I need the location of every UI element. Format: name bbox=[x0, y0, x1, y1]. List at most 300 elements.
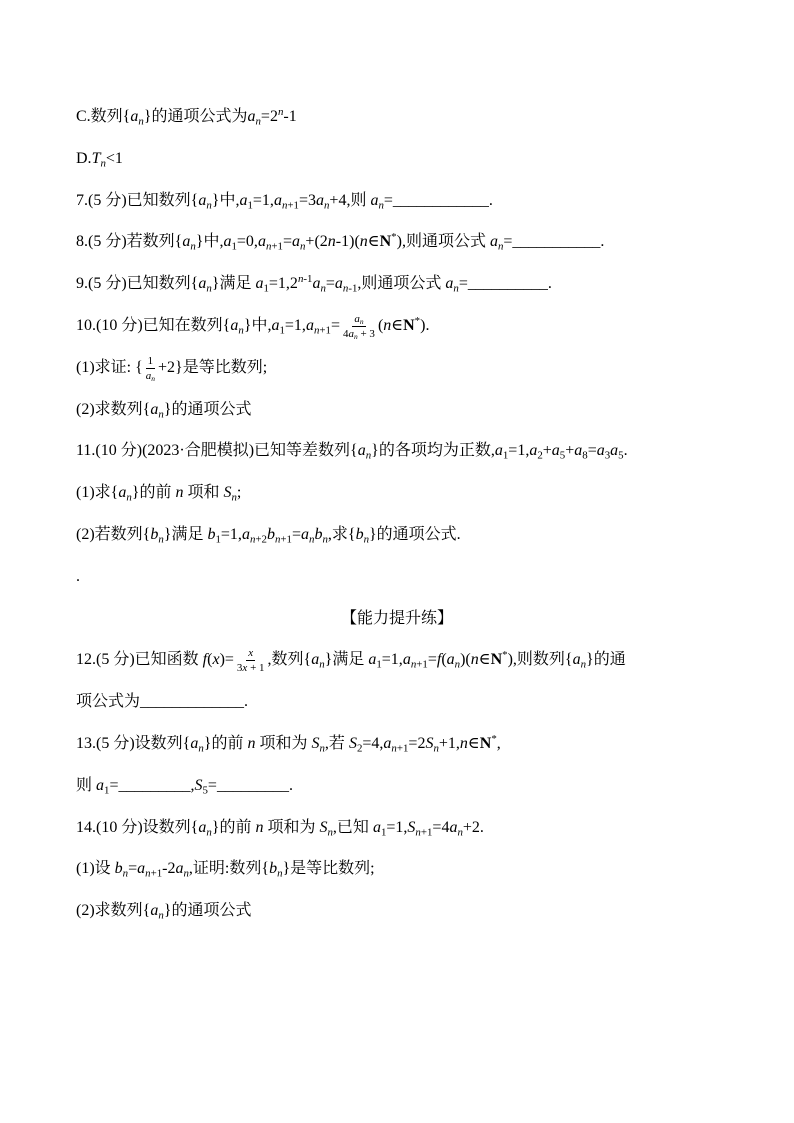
math-variable: b bbox=[269, 860, 278, 878]
text-run: = bbox=[427, 651, 437, 669]
subscript: n bbox=[122, 867, 129, 880]
math-variable: a bbox=[494, 442, 503, 460]
question-9 bbox=[0, 263, 794, 305]
text-run: ,已知 bbox=[332, 818, 373, 836]
text-run: , bbox=[190, 776, 195, 794]
math-variable: a bbox=[198, 275, 207, 293]
text-run: (1)设 bbox=[76, 860, 115, 878]
subscript: n bbox=[138, 115, 144, 128]
subscript: n bbox=[313, 324, 320, 337]
subscript: n bbox=[206, 825, 212, 838]
text-run: D. bbox=[76, 149, 92, 167]
math-variable: S bbox=[223, 484, 232, 502]
math-variable: S bbox=[319, 818, 328, 836]
question-10-part-2 bbox=[0, 389, 794, 431]
text-run: . bbox=[76, 567, 80, 585]
math-variable: n bbox=[175, 484, 184, 502]
math-variable: T bbox=[91, 149, 101, 167]
text-run: }的前 bbox=[131, 484, 176, 502]
subscript: n bbox=[327, 825, 333, 838]
text-run: ,数列{ bbox=[267, 651, 312, 669]
math-variable: a bbox=[610, 442, 619, 460]
math-variable: n bbox=[470, 651, 479, 669]
text-run: =1, bbox=[386, 818, 408, 836]
text-run: ,若 bbox=[324, 734, 349, 752]
fraction bbox=[144, 355, 157, 382]
option-c bbox=[0, 96, 794, 138]
math-variable: a bbox=[96, 776, 105, 794]
math-variable: a bbox=[315, 191, 324, 209]
math-variable: b bbox=[207, 525, 216, 543]
text-run: ( bbox=[207, 651, 213, 669]
math-variable: b bbox=[266, 525, 275, 543]
math-variable: x bbox=[248, 647, 254, 660]
fraction-numerator bbox=[146, 355, 156, 369]
math-variable: n bbox=[247, 734, 256, 752]
math-variable: a bbox=[198, 191, 207, 209]
text-run: =2 bbox=[408, 734, 426, 752]
subscript: -1 bbox=[348, 282, 358, 295]
subscript: n bbox=[320, 282, 326, 295]
text-run: =1, bbox=[252, 191, 274, 209]
math-variable: n bbox=[327, 233, 336, 251]
subscript: n bbox=[580, 658, 587, 671]
subscript: n bbox=[206, 282, 212, 295]
math-variable: S bbox=[194, 776, 203, 794]
superscript: * bbox=[414, 315, 421, 328]
math-variable: f bbox=[436, 651, 442, 669]
section-heading bbox=[0, 598, 794, 640]
math-variable: n bbox=[383, 316, 392, 334]
answer-blank: ____________ bbox=[392, 191, 489, 209]
exercise-document bbox=[0, 96, 794, 932]
text-run: = bbox=[330, 316, 340, 334]
text-run: ). bbox=[420, 316, 430, 334]
subscript: n bbox=[151, 373, 156, 383]
math-variable: a bbox=[572, 651, 581, 669]
subscript: 1 bbox=[380, 825, 387, 838]
text-run: = bbox=[128, 860, 138, 878]
subscript: 1 bbox=[376, 658, 382, 671]
subscript: n bbox=[158, 909, 164, 922]
text-run: }满足 bbox=[163, 525, 208, 543]
subscript: n bbox=[322, 533, 328, 546]
subscript: 1 bbox=[263, 282, 269, 295]
text-run: = bbox=[458, 275, 468, 293]
text-run: 10.(10 分)已知在数列{ bbox=[76, 316, 231, 334]
math-variable: a bbox=[118, 484, 127, 502]
fraction bbox=[341, 313, 377, 340]
subscript: n bbox=[158, 533, 164, 546]
text-run: (2)求数列{ bbox=[76, 400, 151, 418]
subscript: n bbox=[265, 240, 272, 253]
text-run: (1)求{ bbox=[76, 484, 119, 502]
text-run: ,求{ bbox=[327, 525, 356, 543]
subscript: 2 bbox=[356, 742, 363, 755]
answer-blank: _________ bbox=[216, 776, 289, 794]
text-run: }的通项公式 bbox=[163, 400, 252, 418]
text-run: + 3 bbox=[357, 327, 375, 340]
math-variable: a bbox=[305, 316, 314, 334]
subscript: +1 bbox=[396, 742, 409, 755]
math-variable: b bbox=[114, 860, 123, 878]
subscript: n bbox=[433, 742, 439, 755]
option-d bbox=[0, 138, 794, 180]
text-run: =0, bbox=[236, 233, 258, 251]
subscript: n bbox=[231, 491, 237, 504]
text-run: + bbox=[542, 442, 552, 460]
text-run: ∈ bbox=[367, 233, 380, 251]
text-run: 13.(5 分)设数列{ bbox=[76, 734, 191, 752]
subscript: n bbox=[365, 449, 372, 462]
superscript: n bbox=[277, 106, 284, 119]
text-run: 8.(5 分)若数列{ bbox=[76, 233, 183, 251]
math-variable: a bbox=[370, 191, 379, 209]
text-run: }中, bbox=[211, 191, 240, 209]
question-14 bbox=[0, 807, 794, 849]
text-run: ∈ bbox=[478, 651, 491, 669]
question-11 bbox=[0, 430, 794, 472]
math-variable: b bbox=[314, 525, 323, 543]
text-run: }的通项公式为 bbox=[143, 108, 248, 125]
answer-blank: __________ bbox=[467, 275, 548, 293]
math-variable: a bbox=[551, 442, 560, 460]
subscript: n bbox=[319, 742, 325, 755]
subscript: n bbox=[363, 533, 369, 546]
question-11-part-2 bbox=[0, 514, 794, 556]
text-run: }满足 bbox=[211, 275, 256, 293]
text-run: ( bbox=[377, 316, 384, 334]
text-run: ,则通项公式 bbox=[357, 275, 446, 293]
text-run: = bbox=[291, 525, 301, 543]
text-run: -1 bbox=[283, 108, 297, 125]
text-run: 项和为 bbox=[263, 818, 320, 836]
math-variable: a bbox=[230, 316, 239, 334]
subscript: n bbox=[206, 198, 212, 211]
subscript: n bbox=[183, 867, 189, 880]
text-run: (1)求证: { bbox=[76, 358, 143, 376]
text-run: = bbox=[325, 275, 335, 293]
question-7 bbox=[0, 180, 794, 222]
text-run: ( bbox=[441, 651, 447, 669]
subscript: 1 bbox=[279, 324, 285, 337]
text-run: 项和为 bbox=[255, 734, 312, 752]
question-14-part-2 bbox=[0, 890, 794, 932]
text-run: }的通项公式 bbox=[163, 902, 252, 920]
superscript: -1 bbox=[303, 273, 313, 286]
subscript: 5 bbox=[618, 449, 624, 462]
subscript: n bbox=[274, 533, 281, 546]
math-variable: a bbox=[402, 651, 411, 669]
subscript: n bbox=[453, 282, 459, 295]
question-12 bbox=[0, 639, 794, 681]
math-variable: a bbox=[190, 734, 199, 752]
text-run: 11.(10 分)(2023·合肥模拟)已知等差数列{ bbox=[76, 442, 358, 460]
text-run: +1, bbox=[438, 734, 460, 752]
math-variable: a bbox=[311, 651, 320, 669]
text-run: }中, bbox=[195, 233, 224, 251]
math-variable: a bbox=[255, 275, 264, 293]
superscript: * bbox=[491, 732, 497, 745]
bold-symbol: N bbox=[479, 734, 492, 752]
text-run: ∈ bbox=[391, 316, 404, 334]
math-variable: f bbox=[202, 651, 208, 669]
math-variable: a bbox=[357, 442, 366, 460]
text-run: 3 bbox=[236, 662, 243, 675]
math-variable: a bbox=[596, 442, 605, 460]
superscript: n bbox=[297, 273, 304, 286]
math-variable: S bbox=[311, 734, 320, 752]
text-run: )( bbox=[460, 651, 471, 669]
subscript: 5 bbox=[559, 449, 566, 462]
math-variable: a bbox=[312, 275, 321, 293]
bold-symbol: N bbox=[403, 316, 415, 334]
math-variable: S bbox=[348, 734, 357, 752]
fraction-denominator bbox=[144, 369, 157, 382]
question-13 bbox=[0, 723, 794, 765]
math-variable: S bbox=[425, 734, 434, 752]
math-variable: a bbox=[574, 442, 583, 460]
text-run: 【能力提升练】 bbox=[340, 609, 453, 627]
subscript: n bbox=[249, 533, 256, 546]
text-run: }满足 bbox=[324, 651, 369, 669]
text-run: <1 bbox=[105, 149, 123, 167]
bold-symbol: N bbox=[379, 233, 392, 251]
math-variable: a bbox=[291, 233, 300, 251]
text-run: ,证明:数列{ bbox=[188, 860, 270, 878]
subscript: n bbox=[353, 332, 358, 342]
subscript: 2 bbox=[537, 449, 543, 462]
text-run: . bbox=[600, 233, 605, 251]
subscript: n bbox=[100, 157, 106, 170]
text-run: =3 bbox=[298, 191, 316, 209]
subscript: n bbox=[410, 658, 417, 671]
question-14-part-1 bbox=[0, 848, 794, 890]
math-variable: a bbox=[145, 369, 152, 382]
text-run: 1 bbox=[147, 354, 154, 367]
text-run: }的前 bbox=[211, 818, 256, 836]
subscript: +2 bbox=[255, 533, 267, 546]
answer-blank: _____________ bbox=[140, 693, 245, 711]
text-run: = bbox=[109, 776, 119, 794]
subscript: +1 bbox=[271, 240, 283, 253]
text-run: . bbox=[547, 275, 552, 293]
math-variable: x bbox=[242, 662, 248, 675]
math-variable: a bbox=[239, 191, 248, 209]
math-variable: a bbox=[137, 860, 146, 878]
math-variable: a bbox=[301, 525, 309, 543]
text-run: (2)若数列{ bbox=[76, 525, 151, 543]
subscript: 5 bbox=[202, 784, 208, 796]
math-variable: n bbox=[359, 233, 368, 251]
text-run: . bbox=[244, 693, 249, 711]
text-run: }中, bbox=[243, 316, 272, 334]
math-variable: a bbox=[175, 860, 184, 878]
text-run: }的前 bbox=[203, 734, 248, 752]
question-10-part-1 bbox=[0, 347, 794, 389]
math-variable: a bbox=[348, 327, 354, 340]
text-run: . bbox=[488, 191, 493, 209]
subscript: n bbox=[309, 533, 315, 546]
text-run: )= bbox=[219, 651, 234, 669]
math-variable: x bbox=[212, 651, 220, 669]
math-variable: a bbox=[257, 233, 266, 251]
math-variable: a bbox=[446, 651, 455, 669]
subscript: n bbox=[497, 240, 504, 253]
text-run: }的各项均为正数, bbox=[371, 442, 495, 460]
answer-blank: ___________ bbox=[512, 233, 601, 251]
answer-blank: _________ bbox=[118, 776, 191, 794]
subscript: n bbox=[454, 658, 461, 671]
text-run: = bbox=[503, 233, 513, 251]
subscript: +1 bbox=[416, 658, 428, 671]
text-run: = bbox=[587, 442, 597, 460]
question-13-continued bbox=[0, 765, 794, 807]
math-variable: a bbox=[130, 108, 139, 125]
math-variable: b bbox=[355, 525, 364, 543]
subscript: n bbox=[158, 407, 164, 420]
subscript: 1 bbox=[104, 784, 110, 796]
text-run: 项和 bbox=[183, 484, 224, 502]
text-run: ; bbox=[236, 484, 242, 502]
question-12-continued bbox=[0, 681, 794, 723]
question-8 bbox=[0, 221, 794, 263]
text-run: }的通项公式. bbox=[369, 525, 461, 543]
math-variable: a bbox=[247, 108, 256, 125]
text-run: -2 bbox=[162, 860, 176, 878]
math-variable: a bbox=[372, 818, 381, 836]
subscript: n bbox=[281, 198, 288, 211]
subscript: n bbox=[415, 825, 421, 838]
text-run: +2. bbox=[462, 818, 484, 836]
text-run: =2 bbox=[260, 108, 278, 125]
math-variable: a bbox=[334, 275, 343, 293]
math-variable: a bbox=[182, 233, 191, 251]
text-run: . bbox=[623, 442, 628, 460]
text-run: (2)求数列{ bbox=[76, 902, 151, 920]
subscript: n bbox=[238, 324, 244, 337]
subscript: 1 bbox=[215, 533, 221, 546]
fraction-denominator bbox=[341, 327, 377, 340]
math-variable: a bbox=[241, 525, 250, 543]
subscript: +1 bbox=[420, 825, 433, 838]
text-run: =1,2 bbox=[268, 275, 298, 293]
text-run: }的通 bbox=[586, 651, 626, 669]
subscript: n bbox=[359, 317, 364, 327]
subscript: n bbox=[277, 867, 283, 880]
fraction-numerator bbox=[352, 313, 365, 327]
subscript: 1 bbox=[231, 240, 237, 253]
math-variable: n bbox=[459, 734, 468, 752]
subscript: n bbox=[378, 198, 384, 211]
subscript: 1 bbox=[247, 198, 253, 211]
text-run: , bbox=[496, 734, 501, 752]
math-variable: a bbox=[273, 191, 282, 209]
math-variable: a bbox=[529, 442, 538, 460]
math-variable: a bbox=[150, 400, 159, 418]
text-run: ),则数列{ bbox=[507, 651, 573, 669]
math-variable: S bbox=[407, 818, 416, 836]
math-variable: a bbox=[198, 818, 207, 836]
math-variable: n bbox=[255, 818, 264, 836]
subscript: +1 bbox=[150, 867, 163, 880]
superscript: * bbox=[391, 231, 397, 244]
subscript: 8 bbox=[582, 449, 588, 462]
question-10 bbox=[0, 305, 794, 347]
text-run: 7.(5 分)已知数列{ bbox=[76, 191, 199, 209]
subscript: n bbox=[342, 282, 349, 295]
subscript: +1 bbox=[319, 324, 331, 337]
math-variable: a bbox=[383, 734, 392, 752]
text-run: -1)( bbox=[335, 233, 360, 251]
bold-symbol: N bbox=[490, 651, 503, 669]
text-run: 则 bbox=[76, 776, 97, 794]
subscript: n bbox=[299, 240, 306, 253]
text-run: + bbox=[565, 442, 575, 460]
text-run: 4 bbox=[342, 327, 349, 340]
math-variable: a bbox=[449, 818, 458, 836]
subscript: n bbox=[391, 742, 397, 755]
subscript: +1 bbox=[280, 533, 292, 546]
text-run: }是等比数列; bbox=[282, 860, 375, 878]
text-run: . bbox=[288, 776, 293, 794]
text-run: =1, bbox=[284, 316, 306, 334]
math-variable: a bbox=[150, 902, 159, 920]
question-11-part-1 bbox=[0, 472, 794, 514]
math-variable: a bbox=[489, 233, 498, 251]
text-run: C.数列{ bbox=[76, 108, 131, 125]
subscript: +1 bbox=[287, 198, 299, 211]
subscript: n bbox=[319, 658, 325, 671]
subscript: n bbox=[145, 867, 151, 880]
math-variable: b bbox=[150, 525, 159, 543]
superscript: * bbox=[502, 649, 508, 662]
text-run: + 1 bbox=[247, 662, 265, 675]
text-run: ∈ bbox=[467, 734, 480, 752]
fraction bbox=[235, 647, 267, 674]
subscript: n bbox=[255, 115, 261, 128]
text-run: = bbox=[207, 776, 217, 794]
math-variable: a bbox=[271, 316, 280, 334]
text-run: +(2 bbox=[305, 233, 328, 251]
text-run: 项公式为 bbox=[76, 693, 141, 711]
text-run: 9.(5 分)已知数列{ bbox=[76, 275, 199, 293]
fraction-numerator bbox=[246, 647, 255, 661]
fraction-denominator bbox=[235, 661, 267, 674]
subscript: n bbox=[323, 198, 330, 211]
subscript: n bbox=[457, 825, 463, 838]
subscript: 3 bbox=[604, 449, 611, 462]
text-run: 12.(5 分)已知函数 bbox=[76, 651, 203, 669]
text-run: = bbox=[282, 233, 292, 251]
text-run: = bbox=[383, 191, 393, 209]
stray-period bbox=[0, 556, 794, 598]
text-run: ),则通项公式 bbox=[396, 233, 490, 251]
math-variable: a bbox=[445, 275, 454, 293]
math-variable: a bbox=[354, 312, 360, 325]
subscript: 1 bbox=[502, 449, 509, 462]
subscript: n bbox=[190, 240, 196, 253]
text-run: +4,则 bbox=[329, 191, 371, 209]
math-variable: a bbox=[223, 233, 232, 251]
subscript: n bbox=[198, 742, 204, 755]
text-run: =4, bbox=[362, 734, 384, 752]
text-run: =1, bbox=[220, 525, 242, 543]
text-run: =4 bbox=[432, 818, 450, 836]
text-run: =1, bbox=[381, 651, 403, 669]
math-variable: a bbox=[368, 651, 377, 669]
text-run: 14.(10 分)设数列{ bbox=[76, 818, 199, 836]
